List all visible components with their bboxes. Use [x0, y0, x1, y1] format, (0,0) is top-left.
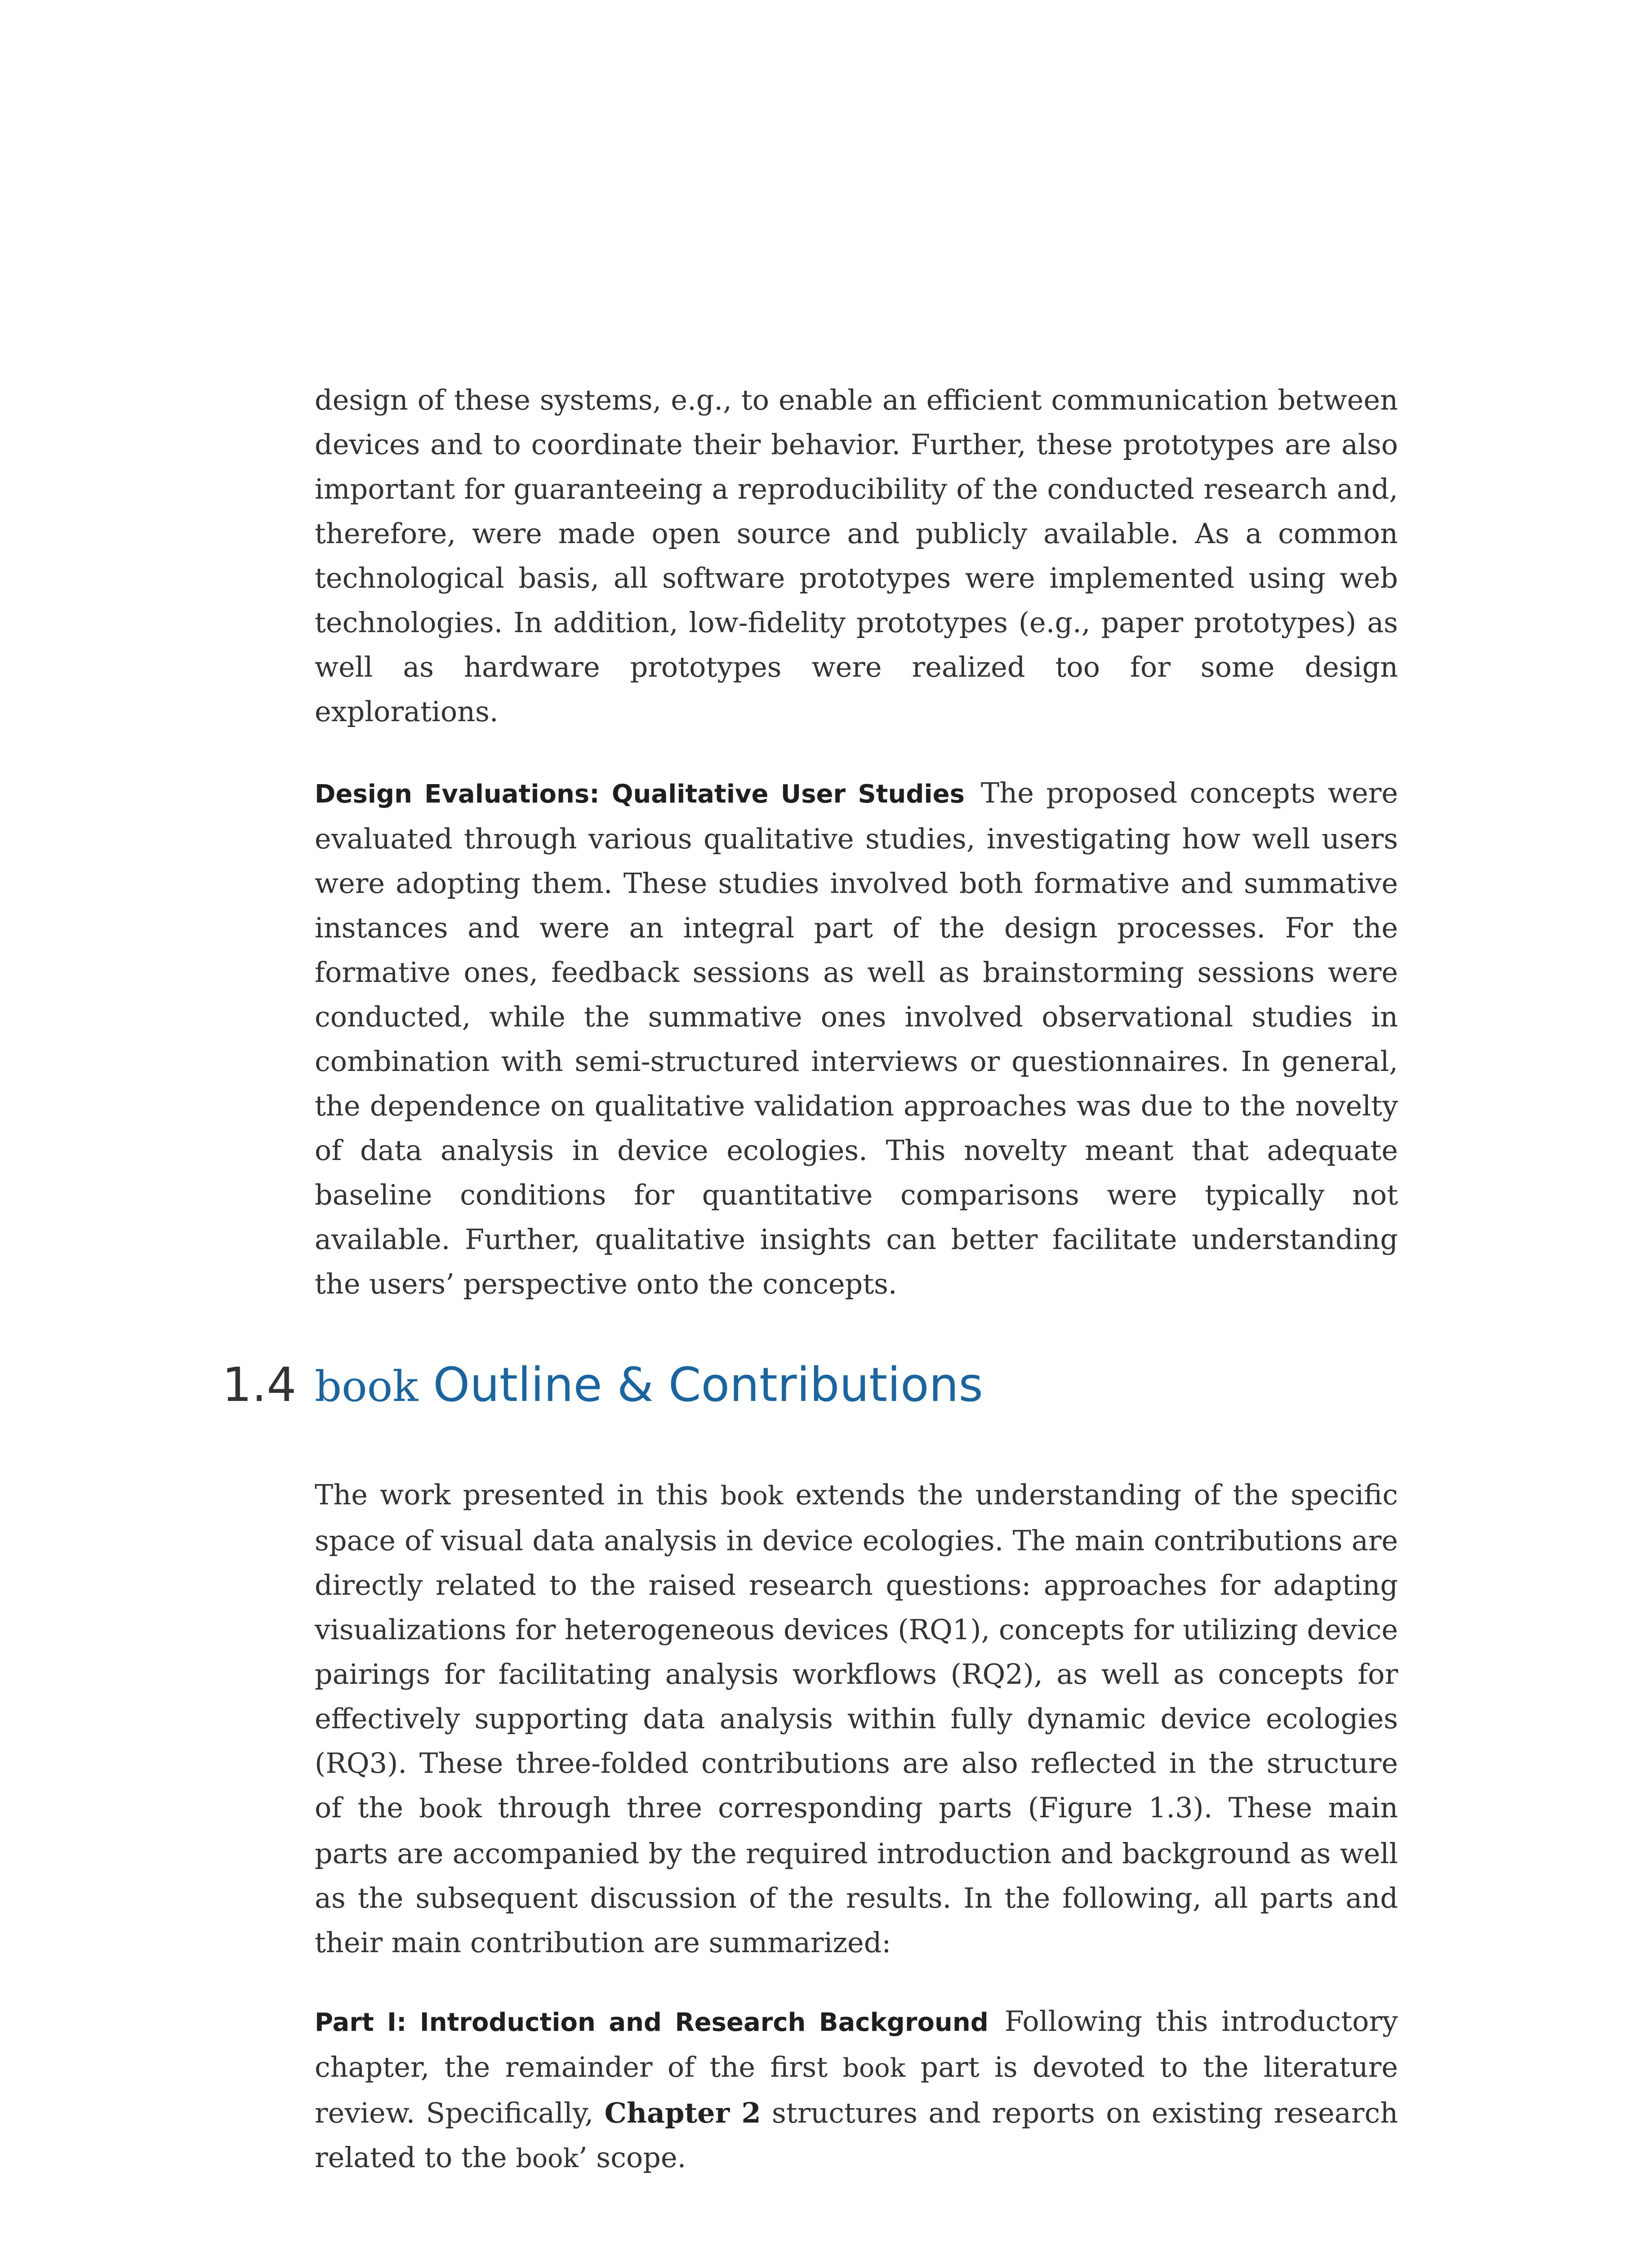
paragraph-outline: [315, 1472, 1398, 1965]
part-one-book-2: book: [516, 2144, 579, 2173]
part-one-text-3: structures and reports on existing research related to the: [315, 2096, 1398, 2174]
part-one-text-1: Following this introductory chapter, the remainder of the first: [315, 2005, 1398, 2083]
outline-book-2: book: [419, 1794, 482, 1824]
section-title: Outline & Contributions: [433, 1357, 983, 1412]
section-title-book: book: [315, 1362, 419, 1411]
part-one-text-2: part is devoted to the literature review. Specifically,: [315, 2051, 1398, 2129]
design-evaluations-text: The proposed concepts were evaluated through various qualitative studies, investigating how well users were adopting them. These studies involved both formative and summative instances and were an integral part of the design processes. For the formative ones, feedback sessions as well as brainstorming sessions were conducted, while the summative ones involved observational studies in combination with semi-structured interviews or questionnaires. In general, the dependence on qualitative validation approaches was due to the novelty of data analysis in device ecologies. This novelty meant that adequate baseline conditions for quantitative comparisons were typically not available. Further, qualitative insights can better facilitate understanding the users’ perspective onto the concepts.: [315, 776, 1398, 1300]
paragraph-design-evaluations: [315, 771, 1398, 1306]
paragraph-part-one: [315, 1999, 1398, 2181]
outline-text-2: extends the understanding of the specific space of visual data analysis in device ecologies. The main contributions are directly related to the raised research questions: approaches for adapting visualizations for heterogeneous devices (RQ1), concepts for utilizing device pairings for facilitating analysis workflows (RQ2), as well as concepts for effectively supporting data analysis within fully dynamic device ecologies (RQ3). These three-folded contributions are also reflected in the structure of the: [315, 1478, 1398, 1824]
outline-text-1: The work presented in this: [315, 1478, 708, 1511]
section-heading: [222, 1356, 1436, 1416]
outline-text-3: through three corresponding parts (Figure 1.3). These main parts are accompanied by the required introduction and background as well as the subsequent discussion of the results. In the following, all parts and their main contribution are summarized:: [315, 1791, 1398, 1959]
outline-book-1: book: [720, 1481, 784, 1511]
runin-heading-part-one: Part I: Introduction and Research Background: [315, 2008, 989, 2037]
paragraph-prototypes: design of these systems, e.g., to enable an efficient communication between devices and to coordinate their behavior. Further, these prototypes are also important for guaranteeing a reproducibility of the conducted research and, therefore, were made open source and publicly available. As a common technological basis, all software prototypes were implemented using web technologies. In addition, low-fidelity prototypes (e.g., paper prototypes) as well as hardware prototypes were realized too for some design explorations.: [315, 384, 1398, 728]
part-one-book-1: book: [842, 2053, 906, 2083]
section-number: 1.4: [222, 1357, 297, 1412]
runin-heading-design-evaluations: Design Evaluations: Qualitative User Studies: [315, 780, 965, 809]
part-one-text-4: ’ scope.: [579, 2141, 686, 2174]
chapter-reference: Chapter 2: [604, 2096, 761, 2129]
